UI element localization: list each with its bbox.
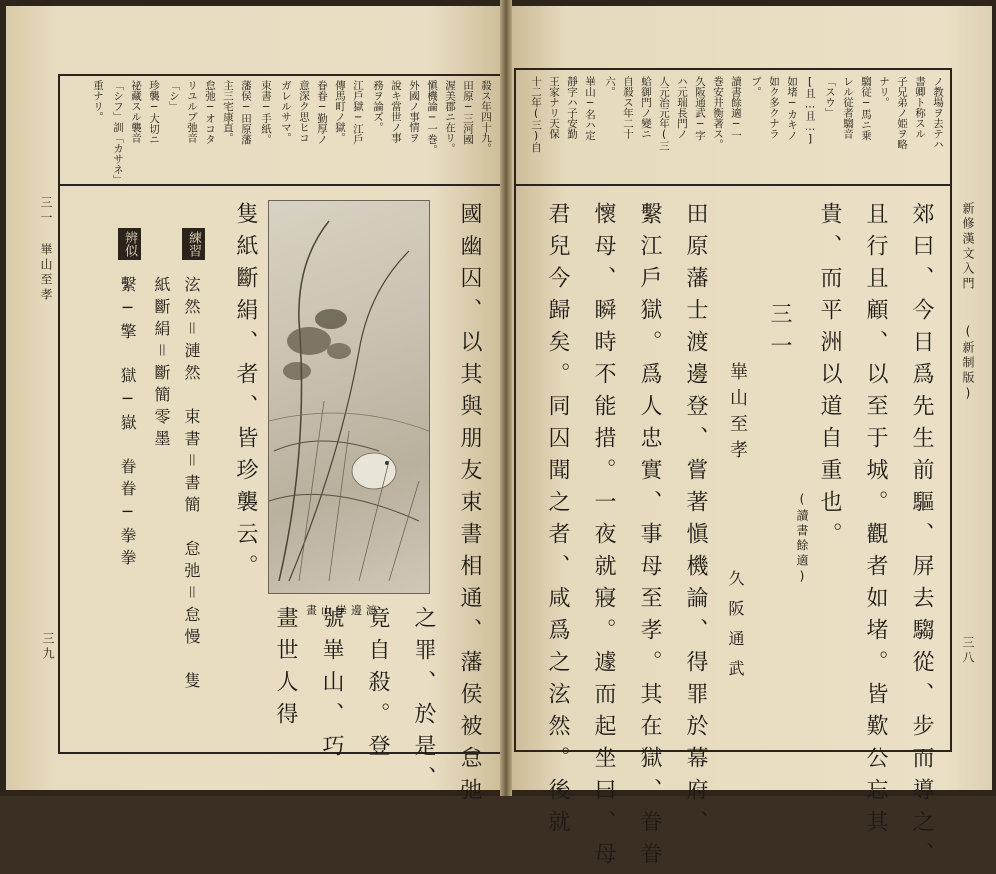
right-note-col: 六。 <box>604 76 616 97</box>
left-note-col: 祕藏スル襲音 <box>130 80 142 143</box>
right-note-col: 靜字ハ子安勤 <box>566 76 578 139</box>
illustration-painting <box>268 200 430 594</box>
left-note-col: 束書─手紙。 <box>260 80 272 145</box>
right-note-col: ハ元瑞長門ノ <box>676 76 688 139</box>
left-note-col: 田原─三河國 <box>462 80 474 145</box>
right-note-col: レル従者騶音 <box>842 76 854 139</box>
left-note-col: 主三宅康直。 <box>222 80 234 143</box>
right-notes-divider <box>514 184 950 186</box>
right-note-col: 自殺ス年二十 <box>622 76 634 139</box>
left-note-col: 藩侯─田原藩 <box>240 80 252 145</box>
left-note-col: 愼機論─一巻。 <box>426 80 438 155</box>
left-note-col: 務ヲ論ズ。 <box>372 80 384 133</box>
left-notes-divider <box>58 184 500 186</box>
right-note-col: 蛤御門ノ變ニ <box>640 76 652 139</box>
left-note-col: ガレルサマ。 <box>280 80 292 143</box>
right-main-col: 郊曰、今日爲先生前驅、屏去騶從、步而導之、 <box>909 202 934 874</box>
left-note-col: リユルブ弛音 <box>186 80 198 143</box>
left-note-col: 意深ク思ヒコ <box>298 80 310 143</box>
left-note-col: 珍襲─大切ニ <box>148 80 160 145</box>
right-note-col: 巻安井衡著ス。 <box>712 76 724 150</box>
right-note-col: 騶従─馬ニ乗 <box>860 76 872 141</box>
right-note-col: 久阪通武─字 <box>694 76 706 141</box>
left-note-col: 外國ノ事情ヲ <box>408 80 420 143</box>
distinguish-col: 繫─擎 獄─嶽 眷眷─拳拳 <box>118 276 137 571</box>
right-note-col: 子兄弟ノ姫ヲ略 <box>896 76 908 150</box>
left-running-header: 三一 崋山至孝 <box>39 196 53 303</box>
left-note-col: 眷眷─勤厚ノ <box>316 80 328 145</box>
left-note-col: 殺ス年四十九。 <box>480 80 492 154</box>
section-title: 崋山至孝 <box>727 362 748 466</box>
book-spine <box>500 0 512 796</box>
left-note-col: 傳馬町ノ獄。 <box>334 80 346 143</box>
left-note-col: 怠弛─オコタ <box>204 80 216 145</box>
left-notes <box>68 80 494 185</box>
bird-and-grass-image <box>269 201 429 593</box>
left-note-col: 重ナリ。 <box>92 80 104 122</box>
left-body-col: 國幽囚、以其與朋友束書相通、藩侯被怠弛 <box>457 202 482 810</box>
right-note-col: 王家ナリ天保 <box>548 76 560 139</box>
right-note-col: 崋山─名ハ定 <box>584 76 596 141</box>
illustration-caption: 畫山崋邊渡 <box>306 604 381 617</box>
left-body-col: 竟自殺。登 <box>365 606 390 766</box>
right-main-col: 且行且顧、以至于城。觀者如堵。皆歎公忘其 <box>863 202 888 842</box>
section-author: 久阪通武 <box>726 570 745 690</box>
right-header-note: (新制版) <box>961 324 975 403</box>
right-note-col: ブ。 <box>750 76 762 97</box>
left-wrap-col: 隻紙斷絹、者、皆珍襲云。 <box>233 202 258 586</box>
right-body-col: 懷母、瞬時不能措。一夜就寢。遽而起坐曰、母 <box>591 202 616 874</box>
right-body-col: 繫江戶獄。爲人忠實、事母至孝。其在獄、眷眷 <box>637 202 662 874</box>
left-page <box>6 6 504 810</box>
left-body-col: 號崋山、巧 <box>319 606 344 766</box>
left-note-col: 渥美郡ニ在リ。 <box>444 80 456 154</box>
right-body-col: 君兒今歸矣。同囚聞之者、咸爲之泫然。後就 <box>545 202 570 842</box>
right-note-col: ナリ。 <box>878 76 890 108</box>
right-note-col: ノ教場ヲ去テハ <box>932 76 944 150</box>
left-body-col: 之罪、於是、 <box>411 606 436 798</box>
right-note-bracket: [且…且…] <box>804 76 816 145</box>
left-note-col: 「シ」 <box>168 80 180 112</box>
source-citation: (讀書餘適) <box>795 492 809 586</box>
right-main-col: 貴、而平洲以道自重也。 <box>817 202 842 554</box>
left-body-col: 畫世人得 <box>273 606 298 734</box>
right-running-header: 新修漢文入門 <box>961 202 975 292</box>
right-note-col: 如堵─カキノ <box>786 76 798 141</box>
right-note-col: 讀書餘適─一 <box>730 76 742 141</box>
right-page <box>508 6 992 874</box>
right-page-number: 三八 <box>961 636 975 666</box>
left-note-col: 「シフ」訓「カサネ」 <box>112 80 124 185</box>
distinguish-tag: 辨似 <box>118 228 141 260</box>
right-body-col: 田原藩士渡邊登、嘗著愼機論、得罪於幕府、 <box>683 202 708 842</box>
left-note-col: 說キ當世ノ事 <box>390 80 402 143</box>
right-note-col: 人元治元年(三 <box>658 76 670 151</box>
right-note-col: 「スウ」 <box>824 76 836 118</box>
right-notes <box>518 76 946 180</box>
right-note-col: 書卿ト称スル <box>914 76 926 139</box>
left-note-col: 江戶獄─江戶 <box>352 80 364 145</box>
right-note-col: 如ク多クナラ <box>768 76 780 139</box>
practice-col: 泫然＝漣然 束書＝書簡 怠弛＝怠慢 隻 <box>182 276 201 694</box>
practice-tag: 練習 <box>182 228 205 260</box>
right-note-col: 十二年(三)自 <box>530 76 542 153</box>
practice-col: 紙斷絹＝斷簡零墨 <box>152 276 171 452</box>
left-page-number: 三九 <box>41 632 55 662</box>
section-number: 三一 <box>767 302 792 366</box>
